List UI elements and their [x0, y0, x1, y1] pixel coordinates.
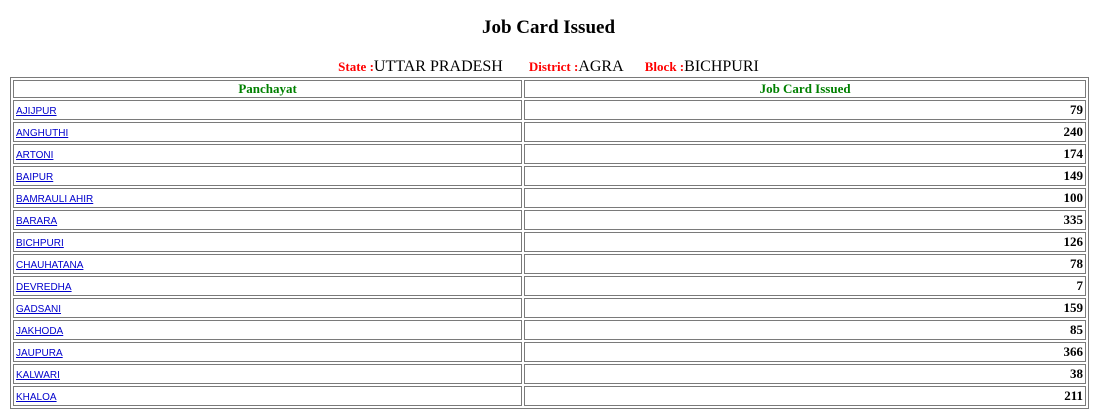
state-value: UTTAR PRADESH [373, 58, 503, 75]
panchayat-cell [13, 166, 522, 186]
block-value: BICHPURI [684, 58, 759, 75]
panchayat-cell [13, 188, 522, 208]
state-label: State : [338, 59, 374, 74]
table-row [13, 320, 1086, 340]
table-header-row [13, 80, 1086, 98]
panchayat-link[interactable]: BARARA [16, 216, 58, 227]
job-card-count-cell: 149 [524, 166, 1086, 186]
job-card-count-cell: 7 [524, 276, 1086, 296]
job-card-count-cell: 174 [524, 144, 1086, 164]
table-row [13, 232, 1086, 252]
table-row [13, 166, 1086, 186]
job-card-count-cell: 159 [524, 298, 1086, 318]
table-row [13, 122, 1086, 142]
table-row [13, 386, 1086, 406]
table-row [13, 188, 1086, 208]
table-row [13, 254, 1086, 274]
location-line [0, 58, 1097, 76]
panchayat-link[interactable]: BAMRAULI AHIR [16, 194, 94, 205]
table-row [13, 342, 1086, 362]
table-row [13, 100, 1086, 120]
panchayat-link[interactable]: CHAUHATANA [16, 260, 84, 271]
table-row [13, 364, 1086, 384]
panchayat-cell [13, 144, 522, 164]
table-row [13, 298, 1086, 318]
panchayat-link[interactable]: ARTONI [16, 150, 54, 161]
panchayat-cell [13, 254, 522, 274]
panchayat-cell [13, 210, 522, 230]
block-label: Block : [644, 59, 685, 74]
table-row [13, 210, 1086, 230]
panchayat-cell [13, 100, 522, 120]
panchayat-link[interactable]: BICHPURI [16, 238, 64, 249]
panchayat-link[interactable]: ANGHUTHI [16, 128, 69, 139]
panchayat-cell [13, 386, 522, 406]
job-card-count-cell: 78 [524, 254, 1086, 274]
district-value: AGRA [578, 58, 623, 75]
panchayat-link[interactable]: DEVREDHA [16, 282, 72, 293]
panchayat-link[interactable]: JAUPURA [16, 348, 63, 359]
job-card-count-cell: 79 [524, 100, 1086, 120]
panchayat-cell [13, 320, 522, 340]
panchayat-link[interactable]: BAIPUR [16, 172, 54, 183]
page-title: Job Card Issued [481, 17, 616, 38]
table-row [13, 276, 1086, 296]
job-card-table [10, 77, 1089, 409]
panchayat-cell [13, 122, 522, 142]
district-label: District : [528, 59, 579, 74]
job-card-count-cell: 126 [524, 232, 1086, 252]
job-card-count-cell: 211 [524, 386, 1086, 406]
panchayat-cell [13, 298, 522, 318]
panchayat-cell [13, 232, 522, 252]
panchayat-link[interactable]: GADSANI [16, 304, 62, 315]
panchayat-link[interactable]: KHALOA [16, 392, 57, 403]
job-card-count-cell: 240 [524, 122, 1086, 142]
column-header-job-card-issued: Job Card Issued [524, 80, 1086, 98]
job-card-count-cell: 100 [524, 188, 1086, 208]
panchayat-link[interactable]: AJIJPUR [16, 106, 57, 117]
table-row [13, 144, 1086, 164]
column-header-panchayat: Panchayat [13, 80, 522, 98]
job-card-count-cell: 335 [524, 210, 1086, 230]
panchayat-cell [13, 276, 522, 296]
panchayat-cell [13, 342, 522, 362]
panchayat-link[interactable]: KALWARI [16, 370, 60, 381]
panchayat-cell [13, 364, 522, 384]
job-card-count-cell: 85 [524, 320, 1086, 340]
job-card-count-cell: 38 [524, 364, 1086, 384]
job-card-count-cell: 366 [524, 342, 1086, 362]
panchayat-link[interactable]: JAKHODA [16, 326, 64, 337]
